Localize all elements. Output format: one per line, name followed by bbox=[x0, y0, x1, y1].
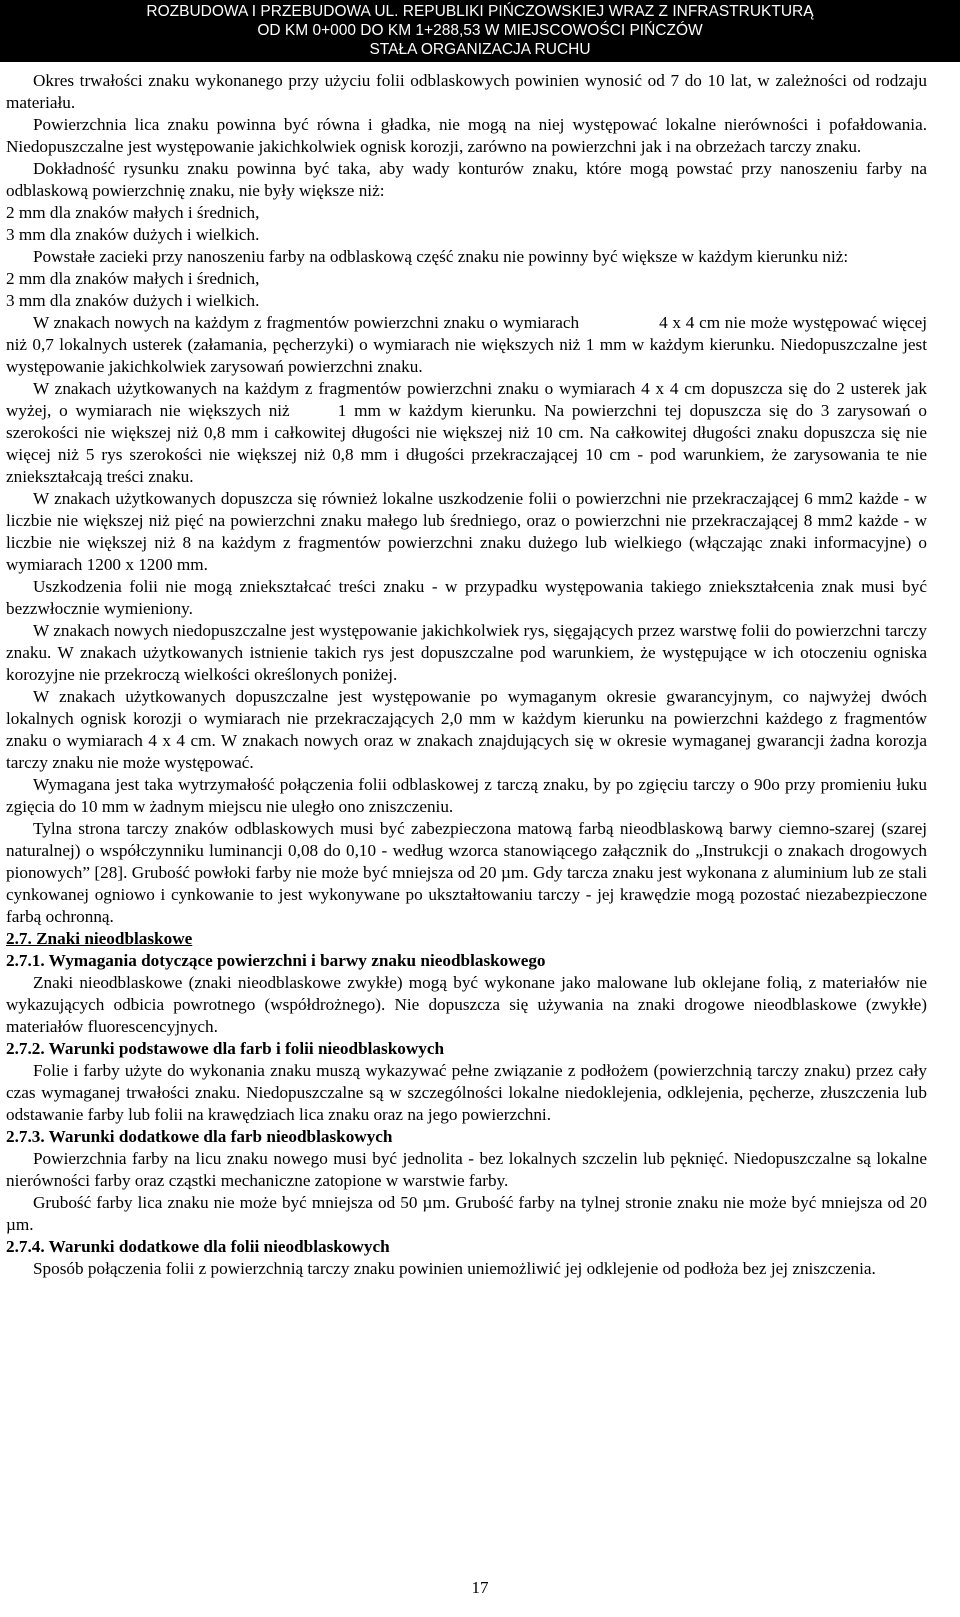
paragraph: Folie i farby użyte do wykonania znaku muszą wykazywać pełne związanie z podłożem (powierzchnią tarczy znaku) przez cały czas wymaganej trwałości znaku. Niedopuszczalne są w szczególności lokalne niedoklejenia, odklejenia, pęcherze, złuszczenia lub odstawanie farby lub folii na krawędziach lica znaku oraz na jego powierzchni. bbox=[6, 1061, 927, 1124]
document-body bbox=[6, 70, 927, 1280]
section-heading-text: 2.7. Znaki nieodblaskowe bbox=[6, 929, 193, 948]
paragraph: Grubość farby lica znaku nie może być mniejsza od 50 µm. Grubość farby na tylnej stronie znaku nie może być mniejsza od 20 µm. bbox=[6, 1193, 927, 1234]
list-item: 2 mm dla znaków małych i średnich, bbox=[6, 269, 260, 288]
paragraph: Powierzchnia farby na licu znaku nowego musi być jednolita - bez lokalnych szczelin lub pęknięć. Niedopuszczalne są lokalne nierówności farby oraz cząstki mechaniczne zatopione w warstwie farby. bbox=[6, 1149, 927, 1190]
paragraph-part: 4 x 4 cm nie może występować więcej niż 0,7 lokalnych usterek (załamania, pęcherzyki) o wymiarach nie większych niż 1 mm w każdym kierunku. Niedopuszczalne jest występowanie jakichkolwiek zarysowań powierzchni znaku. bbox=[6, 313, 927, 376]
paragraph: W znakach użytkowanych dopuszczalne jest występowanie po wymaganym okresie gwarancyjnym, co najwyżej dwóch lokalnych ognisk korozji o wymiarach nie przekraczających 2,0 mm w każdym kierunku na powierzchni każdego z fragmentów znaku o wymiarach 4 x 4 cm. W znakach nowych oraz w znakach znajdujących się w okresie wymaganej gwarancji żadna korozja tarczy znaku nie może występować. bbox=[6, 687, 927, 772]
paragraph: Sposób połączenia folii z powierzchnią tarczy znaku powinien uniemożliwić jej odklejenie od podłoża bez jej zniszczenia. bbox=[33, 1259, 876, 1278]
paragraph bbox=[6, 378, 927, 488]
list-item: 3 mm dla znaków dużych i wielkich. bbox=[6, 225, 260, 244]
paragraph-part: W znakach nowych na każdym z fragmentów powierzchni znaku o wymiarach bbox=[33, 313, 580, 332]
paragraph: Znaki nieodblaskowe (znaki nieodblaskowe zwykłe) mogą być wykonane jako malowane lub oklejane folią, z materiałów nie wykazujących odbicia powrotnego (współdrożnego). Nie dopuszcza się używania na znaki drogowe nieodblaskowe (zwykłe) materiałów fluorescencyjnych. bbox=[6, 973, 927, 1036]
subsection-heading: 2.7.4. Warunki dodatkowe dla folii nieodblaskowych bbox=[6, 1237, 390, 1256]
paragraph-part: 1 mm w każdym kierunku. Na powierzchni tej dopuszcza się do 3 zarysowań o szerokości nie większej niż 0,8 mm i całkowitej długości nie większej niż 10 cm. Na całkowitej długości znaku dopuszcza się nie więcej niż 5 rys szerokości nie większej niż 0,8 mm i długości przekraczającej 10 cm - pod warunkiem, że zarysowania te nie zniekształcają treści znaku. bbox=[6, 401, 928, 486]
paragraph: Wymagana jest taka wytrzymałość połączenia folii odblaskowej z tarczą znaku, by po zgięciu tarczy o 90o przy promieniu łuku zgięcia do 10 mm w żadnym miejscu nie uległo ono zniszczeniu. bbox=[6, 775, 927, 816]
header-line-2: OD KM 0+000 DO KM 1+288,53 W MIEJSCOWOŚCI PIŃCZÓW bbox=[257, 22, 703, 39]
paragraph: Uszkodzenia folii nie mogą zniekształcać treści znaku - w przypadku występowania takiego zniekształcenia znak musi być bezzwłocznie wymieniony. bbox=[6, 577, 927, 618]
header-line-1: ROZBUDOWA I PRZEBUDOWA UL. REPUBLIKI PIŃCZOWSKIEJ WRAZ Z INFRASTRUKTURĄ bbox=[146, 3, 814, 20]
paragraph: Okres trwałości znaku wykonanego przy użyciu folii odblaskowych powinien wynosić od 7 do 10 lat, w zależności od rodzaju materiału. bbox=[6, 71, 927, 112]
paragraph: W znakach nowych niedopuszczalne jest występowanie jakichkolwiek rys, sięgających przez warstwę folii do powierzchni tarczy znaku. W znakach użytkowanych istnienie takich rys jest dopuszczalne pod warunkiem, że występujące w ich otoczeniu ogniska korozyjne nie przekroczą wielkości określonych poniżej. bbox=[6, 621, 927, 684]
paragraph: Powstałe zacieki przy nanoszeniu farby na odblaskową część znaku nie powinny być większe w każdym kierunku niż: bbox=[33, 247, 849, 266]
paragraph-part: W znakach użytkowanych na każdym z fragmentów powierzchni znaku o wymiarach 4 x 4 cm dopuszcza się do 2 usterek jak wyżej, o wymiarach nie większych niż bbox=[6, 379, 927, 420]
page-number: 17 bbox=[471, 1578, 489, 1597]
list-item: 3 mm dla znaków dużych i wielkich. bbox=[6, 291, 260, 310]
subsection-heading: 2.7.2. Warunki podstawowe dla farb i folii nieodblaskowych bbox=[6, 1039, 445, 1058]
page-header bbox=[0, 0, 960, 62]
subsection-heading: 2.7.3. Warunki dodatkowe dla farb nieodblaskowych bbox=[6, 1127, 393, 1146]
paragraph: Dokładność rysunku znaku powinna być taka, aby wady konturów znaku, które mogą powstać przy nanoszeniu farby na odblaskową powierzchnię znaku, nie były większe niż: bbox=[6, 159, 927, 200]
section-heading bbox=[6, 928, 927, 950]
header-line-3: STAŁA ORGANIZACJA RUCHU bbox=[369, 41, 591, 58]
paragraph: Powierzchnia lica znaku powinna być równa i gładka, nie mogą na niej występować lokalne nierówności i pofałdowania. Niedopuszczalne jest występowanie jakichkolwiek ognisk korozji, zarówno na powierzchni jak i na obrzeżach tarczy znaku. bbox=[6, 115, 927, 156]
list-item: 2 mm dla znaków małych i średnich, bbox=[6, 203, 260, 222]
paragraph bbox=[6, 312, 927, 378]
subsection-heading: 2.7.1. Wymagania dotyczące powierzchni i barwy znaku nieodblaskowego bbox=[6, 951, 546, 970]
paragraph: Tylna strona tarczy znaków odblaskowych musi być zabezpieczona matową farbą nieodblaskową barwy ciemno-szarej (szarej naturalnej) o współczynniku luminancji 0,08 do 0,10 - według wzorca stanowiącego załącznik do „Instrukcji o znakach drogowych pionowych” [28]. Grubość powłoki farby nie może być mniejsza od 20 µm. Gdy tarcza znaku jest wykonana z aluminium lub ze stali cynkowanej ogniowo i cynkowanie to jest wykonywane po ukształtowaniu tarczy - jej krawędzie mogą pozostać niezabezpieczone farbą ochronną. bbox=[6, 819, 927, 926]
paragraph: W znakach użytkowanych dopuszcza się również lokalne uszkodzenie folii o powierzchni nie przekraczającej 6 mm2 każde - w liczbie nie większej niż pięć na powierzchni znaku małego lub średniego, oraz o powierzchni nie przekraczającej 8 mm2 każde - w liczbie nie większej niż 8 na każdym z fragmentów powierzchni znaku dużego lub wielkiego (włączając znaki informacyjne) o wymiarach 1200 x 1200 mm. bbox=[6, 489, 927, 574]
